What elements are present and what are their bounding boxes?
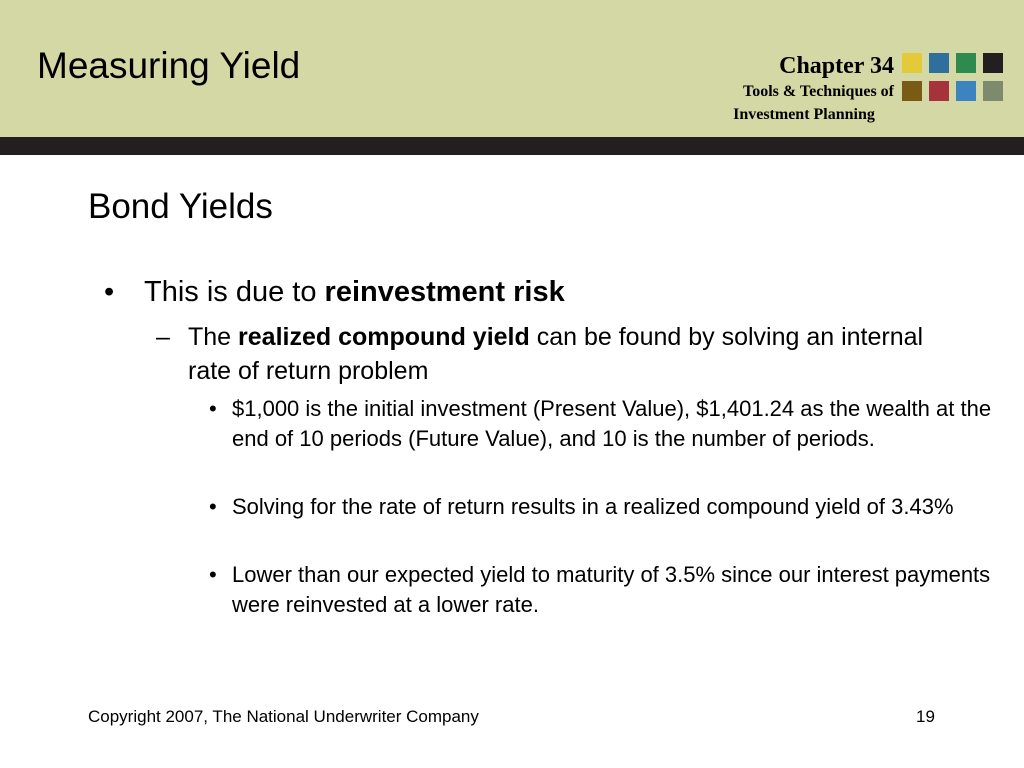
sub-bullet-suffix: can be found by solving an internal rate of return problem (188, 323, 924, 385)
dash-marker: – (156, 323, 170, 351)
chapter-label (634, 52, 894, 126)
square-brown (902, 81, 922, 101)
chapter-subtitle-line2: Investment Planning (733, 106, 875, 123)
chapter-subtitle-line1: Tools & Techniques of (742, 83, 894, 100)
square-black (983, 53, 1003, 73)
bullet-marker: • (104, 276, 115, 308)
footer-page-number: 19 (916, 707, 935, 726)
square-red (929, 81, 949, 101)
square-gray (983, 81, 1003, 101)
chapter-title: Chapter 34 (779, 53, 894, 79)
bullet-marker: • (209, 396, 217, 421)
bullet-marker: • (209, 562, 217, 587)
square-blue (929, 53, 949, 73)
footer-copyright: Copyright 2007, The National Underwriter Company (88, 707, 479, 726)
sub-bullet-bold: realized compound yield (238, 323, 530, 351)
sub-bullet-text (188, 320, 948, 388)
bullet-text-prefix: This is due to (144, 276, 325, 308)
bullet-text (144, 272, 565, 312)
bullet-level3-text: Solving for the rate of return results in a realized compound yield of 3.43% (232, 494, 954, 519)
bullet-marker: • (209, 494, 217, 519)
header-banner (0, 0, 1024, 137)
bullet-text-bold: reinvestment risk (324, 276, 565, 308)
header-divider-bar (0, 137, 1024, 155)
decorative-squares-logo (902, 53, 1012, 113)
square-green (956, 53, 976, 73)
square-yellow (902, 53, 922, 73)
bullet-level3-text: Lower than our expected yield to maturity of 3.5% since our interest payments were reinvested at a lower rate. (232, 562, 991, 617)
page-title: Measuring Yield (37, 45, 301, 86)
square-lightblue (956, 81, 976, 101)
bullet-level3-text: $1,000 is the initial investment (Present Value), $1,401.24 as the wealth at the end of 10 periods (Future Value), and 10 is the number of periods. (232, 396, 992, 451)
slide-title: Bond Yields (88, 187, 273, 226)
sub-bullet-prefix: The (188, 323, 239, 351)
